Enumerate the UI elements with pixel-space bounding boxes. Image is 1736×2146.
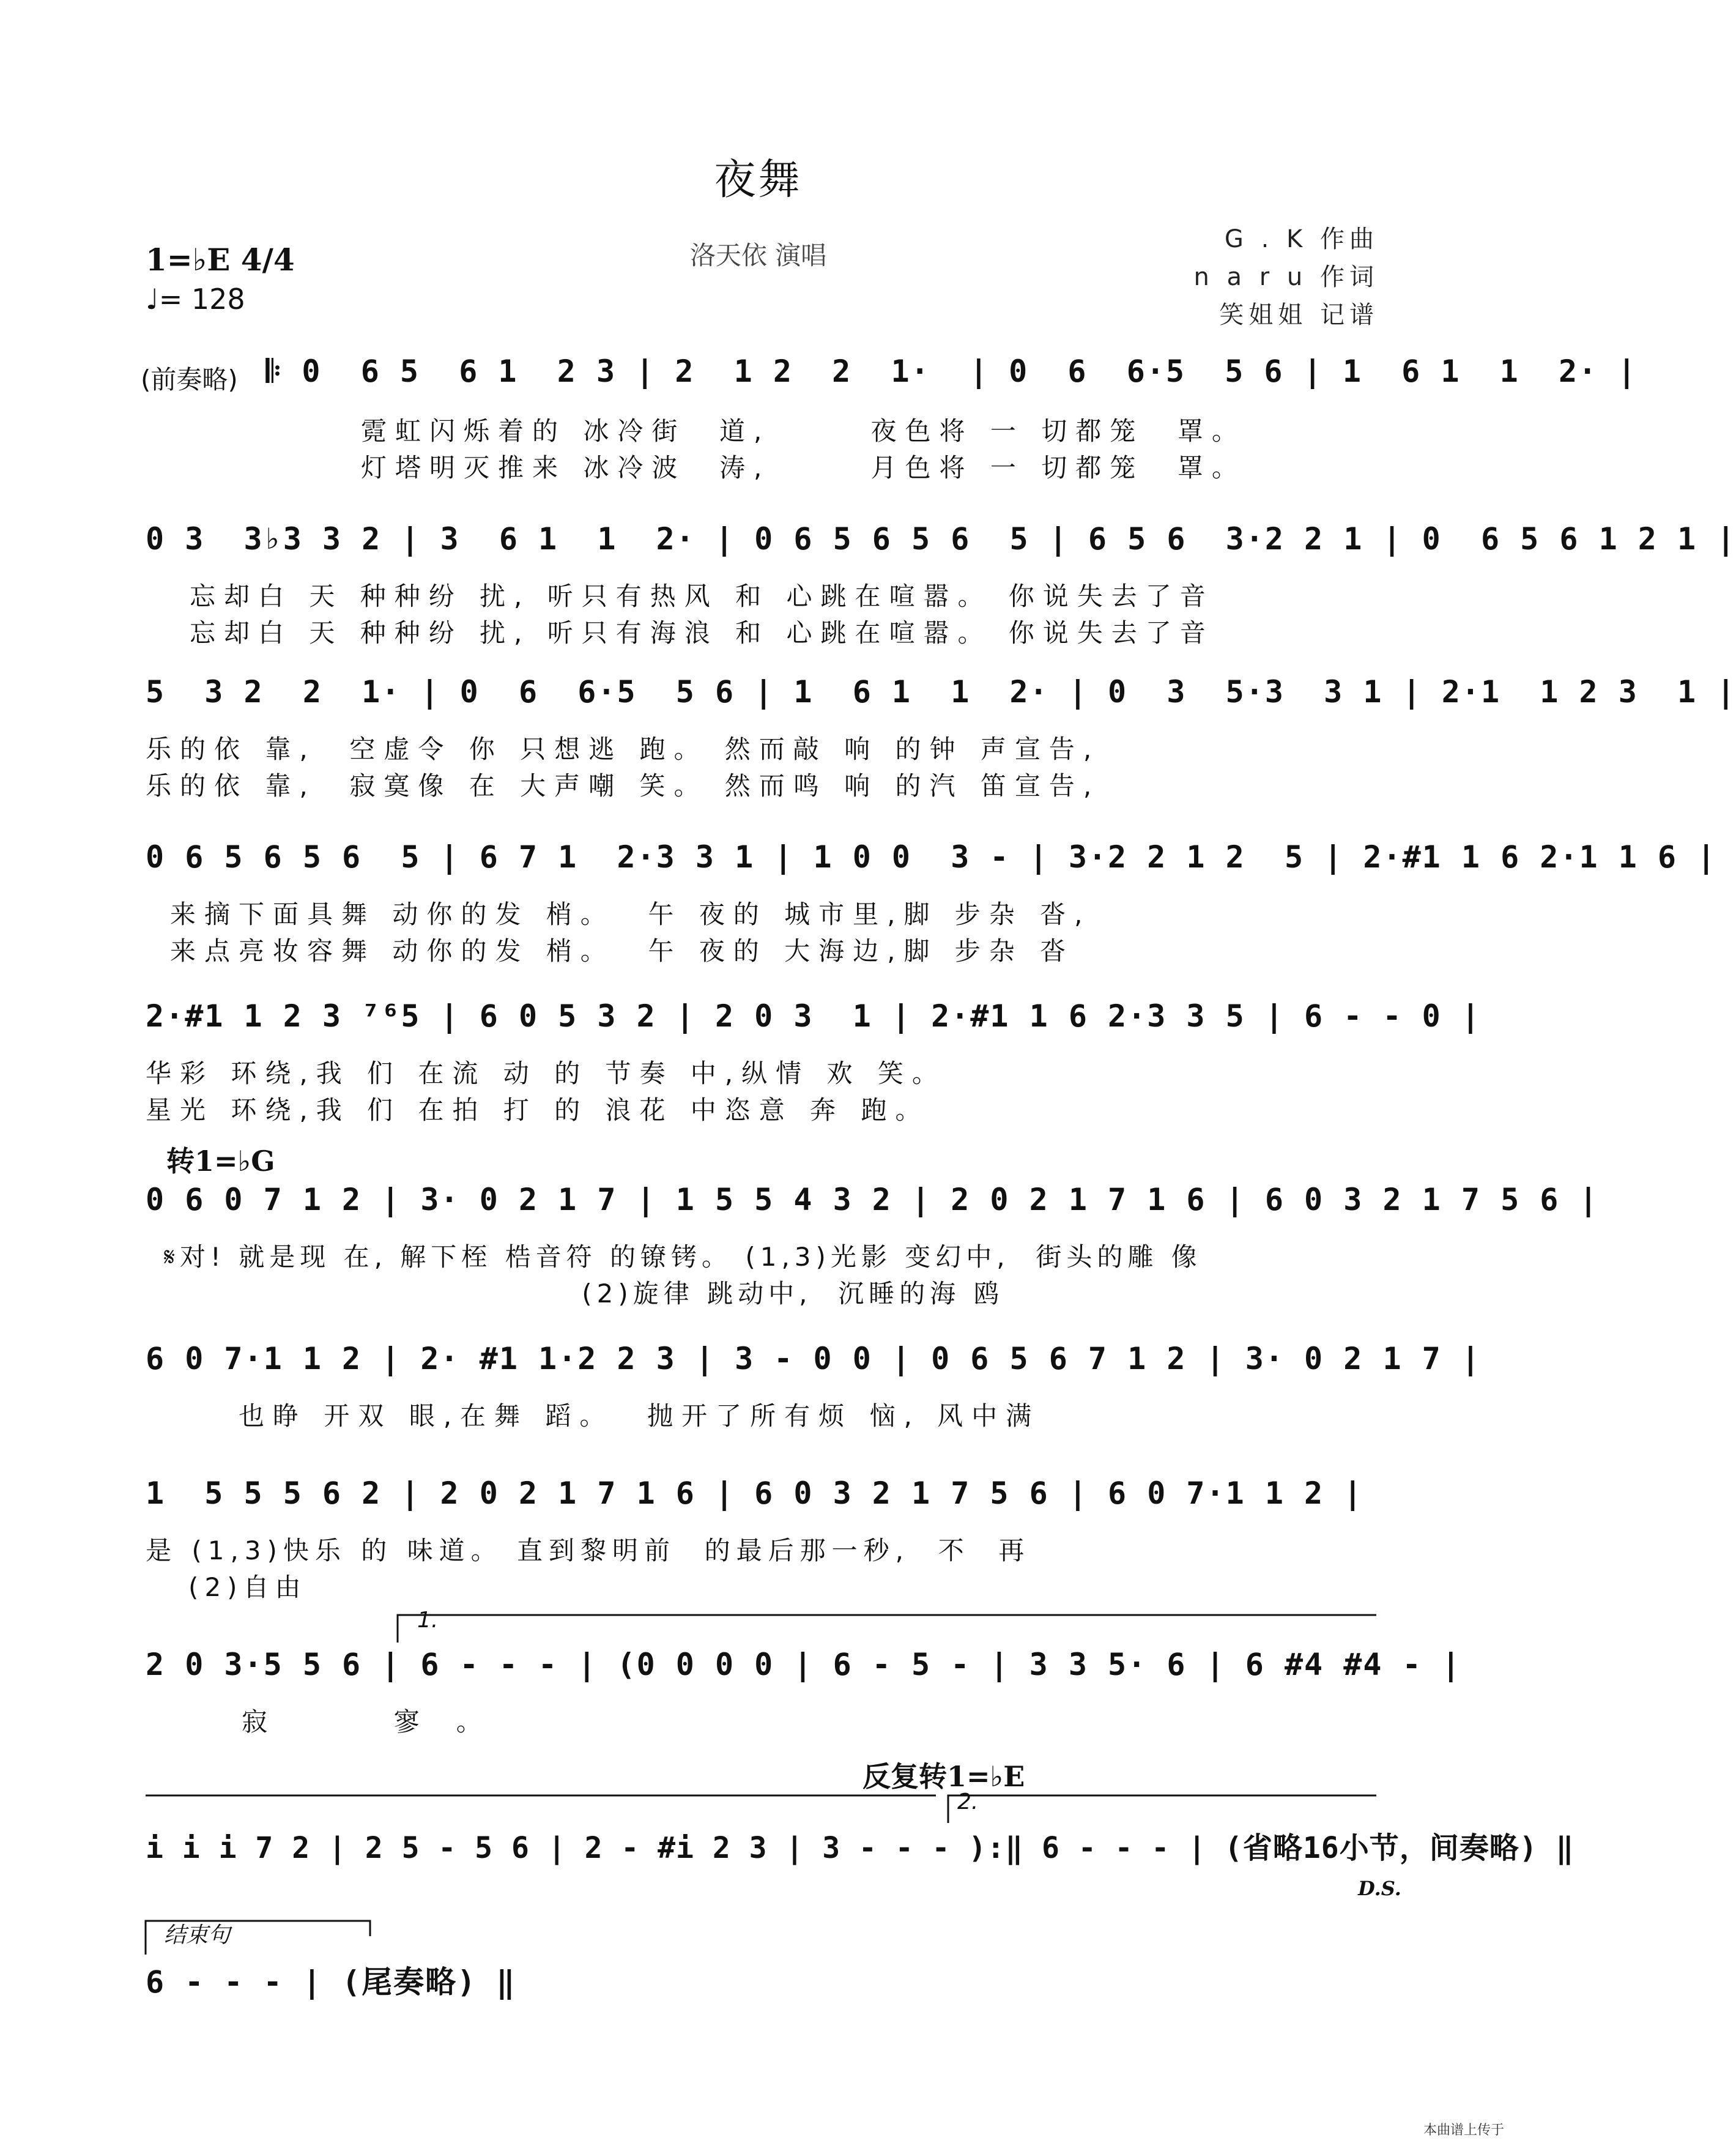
system-3-lyrics-1: 乐的依 靠, 空虚令 你 只想逃 跑。 然而敲 响 的钟 声宣告, — [146, 734, 1100, 764]
system-9-notes: 2 0 3·5 5 6 | 6 - - - | (0 0 0 0 | 6 - 5 - | 3 3 5· 6 | 6 #4 #4 - | — [146, 1647, 1461, 1682]
system-7-lyrics-1: 也睁 开双 眼,在舞 蹈。 抛开了所有烦 恼, 风中满 — [239, 1401, 1040, 1431]
system-9-lyrics-1: 寂 寥。 — [242, 1707, 519, 1737]
modulation-e: 反复转1=♭E — [862, 1760, 1025, 1793]
system-2-lyrics-1: 忘却白 天 种种纷 扰, 听只有热风 和 心跳在喧嚣。 你说失去了音 — [190, 581, 1214, 611]
system-2-notes: 0 3 3♭3 3 2 | 3 6 1 1 2· | 0 6 5 6 5 6 5 | 6 5 6 3·2 2 1 | 0 6 5 6 1 2 1 | — [146, 521, 1736, 557]
ending-label: 结束句 — [164, 1923, 231, 1948]
system-6-notes: 0 6 0 7 1 2 | 3· 0 2 1 7 | 1 5 5 4 3 2 | 2 0 2 1 7 1 6 | 6 0 3 2 1 7 5 6 | — [146, 1182, 1599, 1217]
system-10-notes: i i i 7 2 | 2 5 - 5 6 | 2 - #i 2 3 | 3 - - - ):‖ 6 - - - | (省略16小节，间奏略) ‖ — [146, 1831, 1575, 1865]
system-3-lyrics-2: 乐的依 靠, 寂寞像 在 大声嘲 笑。 然而鸣 响 的汽 笛宣告, — [146, 771, 1100, 801]
singer: 洛天依 演唱 — [689, 240, 827, 270]
volta-1: 1. — [417, 1608, 439, 1633]
system-6-lyrics-1: 𝄋对! 就是现 在, 解下桎 梏音符 的镣铐。 (1,3)光影 变幻中, 街头的雕 像 — [164, 1242, 1202, 1272]
system-5-notes: 2·#1 1 2 3 ⁷⁶5 | 6 0 5 3 2 | 2 0 3 1 | 2·#1 1 6 2·3 3 5 | 6 - - 0 | — [146, 998, 1481, 1034]
system-4-lyrics-2: 来点亮妆容舞 动你的发 梢。 午 夜的 大海边,脚 步杂 沓 — [170, 936, 1075, 966]
page-title: 夜舞 — [714, 156, 803, 204]
prelude-label: (前奏略) — [141, 365, 238, 395]
system-8-lyrics-2: (2)自由 — [146, 1572, 307, 1602]
system-1-notes: 𝄆 0 6 5 6 1 2 3 | 2 1 2 2 1· | 0 6 6·5 5 6 | 1 6 1 1 2· | — [266, 354, 1638, 389]
system-1-lyrics-2: 灯塔明灭推来 冰冷波 涛, 月色将 一 切都笼 罩。 — [361, 453, 1246, 483]
system-8-notes: 1 5 5 5 6 2 | 2 0 2 1 7 1 6 | 6 0 3 2 1 7 5 6 | 6 0 7·1 1 2 | — [146, 1476, 1363, 1511]
system-3-notes: 5 3 2 2 1· | 0 6 6·5 5 6 | 1 6 1 1 2· | 0 3 5·3 3 1 | 2·1 1 2 3 1 | — [146, 674, 1736, 710]
footer-text: 本曲谱上传于 — [1423, 2123, 1504, 2138]
key-signature: 1=♭E 4/4 — [146, 242, 295, 278]
system-2-lyrics-2: 忘却白 天 种种纷 扰, 听只有海浪 和 心跳在喧嚣。 你说失去了音 — [190, 618, 1214, 648]
dal-segno: D.S. — [1358, 1877, 1401, 1900]
system-6-lyrics-2: (2)旋律 跳动中, 沉睡的海 鸥 — [164, 1279, 1004, 1309]
system-4-lyrics-1: 来摘下面具舞 动你的发 梢。 午 夜的 城市里,脚 步杂 沓, — [170, 899, 1091, 929]
system-7-notes: 6 0 7·1 1 2 | 2· #1 1·2 2 3 | 3 - 0 0 | 0 6 5 6 7 1 2 | 3· 0 2 1 7 | — [146, 1341, 1481, 1376]
system-5-lyrics-2: 星光 环绕,我 们 在拍 打 的 浪花 中恣意 奔 跑。 — [146, 1095, 930, 1125]
tempo: ♩= 128 — [146, 283, 245, 316]
lyricist: n a r u 作词 — [1193, 263, 1379, 291]
system-8-lyrics-1: 是 (1,3)快乐 的 味道。 直到黎明前 的最后那一秒, 不 再 — [146, 1535, 1031, 1565]
system-1-lyrics-1: 霓虹闪烁着的 冰冷街 道, 夜色将 一 切都笼 罩。 — [361, 416, 1246, 446]
modulation-g: 转1=♭G — [166, 1145, 275, 1178]
volta-2: 2. — [957, 1789, 979, 1814]
system-4-notes: 0 6 5 6 5 6 5 | 6 7 1 2·3 3 1 | 1 0 0 3 - | 3·2 2 1 2 5 | 2·#1 1 6 2·1 1 6 | — [146, 839, 1717, 875]
system-5-lyrics-1: 华彩 环绕,我 们 在流 动 的 节奏 中,纵情 欢 笑。 — [146, 1058, 946, 1088]
system-11-notes: 6 - - - | (尾奏略) ‖ — [146, 1964, 516, 2000]
composer: G . K 作曲 — [1224, 225, 1379, 253]
transcriber: 笑姐姐 记谱 — [1219, 301, 1379, 329]
